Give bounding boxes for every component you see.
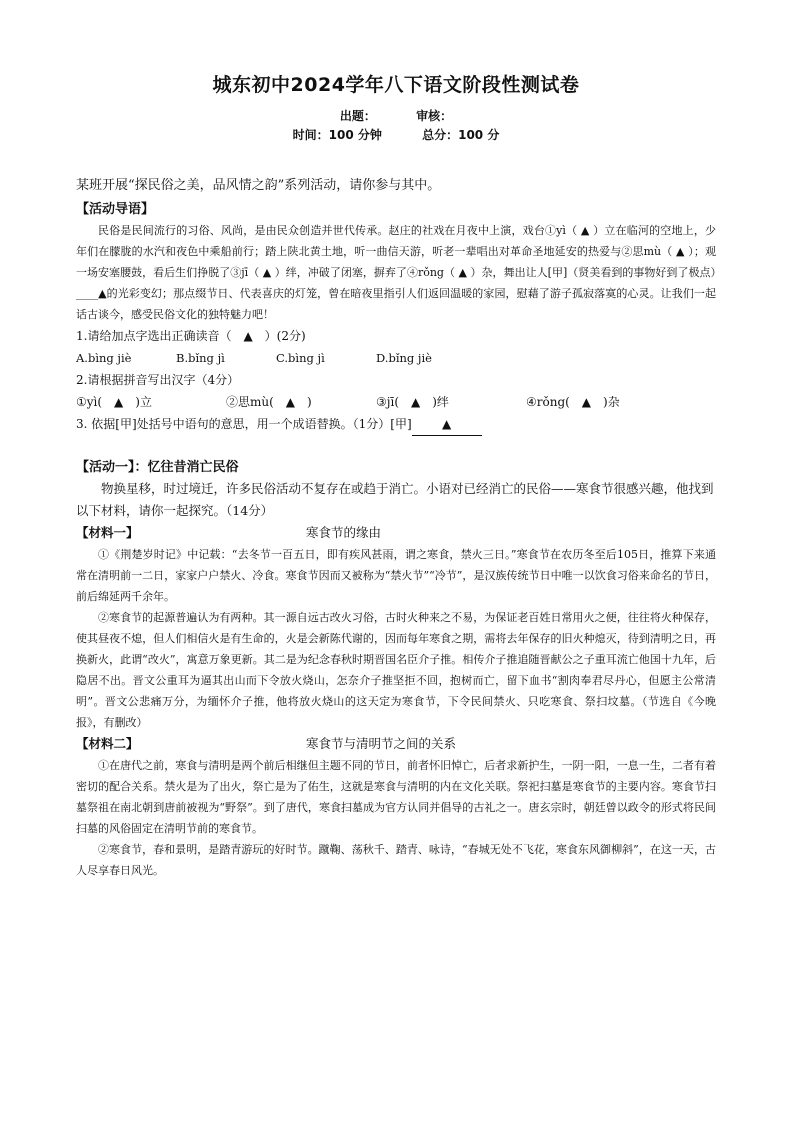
guide-paragraph: 民俗是民间流行的习俗、风尚，是由民众创造并世代传承。赵庄的社戏在月夜中上演，戏台①yì（ ▲ ）立在临河的空地上，少年们在朦胧的水汽和夜色中乘船前行；踏上陕北黄土地，听一曲信天游，听老一辈唱出对革命圣地延安的热爱与②思mù（ ▲ ）；观一场安塞腰鼓，看后生们挣脱了③jī（ ▲ ）绊，冲破了闭塞，摒弃了④rǒng（ ▲ ）杂，舞出让人[甲]（贤美看到的事物好到了极点）____▲的光彩变幻；那点缀节日、代表喜庆的灯笼，曾在暗夜里指引人们返回温暖的家园，慰藉了游子孤寂落寞的心灵。让我们一起话古谈今，感受民俗文化的独特魅力吧！ (76, 224, 716, 321)
material-1-title: 寒食节的缘由 (306, 525, 382, 540)
time-label: 时间：100 分钟 (292, 128, 382, 142)
option-d: D.bǐng jiè (376, 351, 432, 365)
material-2-paragraph-2: ②寒食节，春和景明，是踏青游玩的好时节。蹴鞠、荡秋千、踏青、咏诗，“春城无处不飞花，寒食东风御柳斜”，在这一天，古人尽享春日风光。 (76, 843, 716, 877)
section-gap (76, 436, 716, 454)
material-1-label: 【材料一】 (76, 525, 139, 540)
answer-blank[interactable]: ▲ (412, 413, 482, 436)
activity-1-heading: 【活动一】：忆往昔消亡民俗 (76, 460, 239, 475)
exam-time-line (76, 126, 716, 144)
material-2-header (76, 733, 716, 755)
exam-title: 城东初中2024学年八下语文阶段性测试卷 (212, 74, 580, 96)
author-label: 出题： (339, 109, 376, 123)
option-c: C.bìng jì (276, 351, 325, 365)
activity-1-text: 物换星移，时过境迁，许多民俗活动不复存在或趋于消亡。小语对已经消亡的民俗——寒食节很感兴趣，他找到以下材料，请你一起探究。（14分） (76, 481, 714, 518)
pinyin-item-3: ③jī( ▲ )绊 (376, 395, 449, 409)
material-2-title: 寒食节与清明节之间的关系 (306, 736, 457, 751)
material-1-paragraph-2: ②寒食节的起源普遍认为有两种。其一源自远古改火习俗，古时火种来之不易，为保证老百姓日常用火之便，往往将火种保存，使其昼夜不熄，但人们相信火是有生命的，火是会新陈代谢的，因而每年寒食之期，需将去年保存的旧火种熄灭，待到清明之日，再换新火，此谓“改火”，寓意万象更新。其二是为纪念春秋时期晋国名臣介子推。相传介子推追随晋献公之子重耳流亡他国十九年，后隐居不出。晋文公重耳为逼其出山而下令放火烧山，怎奈介子推坚拒不回，抱树而亡，留下血书“割肉奉君尽丹心，但愿主公常清明”。晋文公悲痛万分，为缅怀介子推，他将放火烧山的这天定为寒食节，下令民间禁火、只吃寒食、祭扫坟墓。（节选自《今晚报》，有删改） (76, 611, 716, 729)
material-1-header (76, 522, 716, 544)
option-a: A.bìng jiè (76, 351, 132, 365)
material-2-paragraph-1: ①在唐代之前，寒食与清明是两个前后相继但主题不同的节日，前者怀旧悼亡，后者求新护生，一阴一阳，一息一生，二者有着密切的配合关系。禁火是为了出火，祭亡是为了佑生，这就是寒食与清明的内在文化关联。祭祀扫墓是寒食节的主要内容。寒食节扫墓祭祖在南北朝到唐前被视为“野祭”。到了唐代，寒食扫墓成为官方认同并倡导的古礼之一。唐玄宗时，朝廷曾以政令的形式将民间扫墓的风俗固定在清明节前的寒食节。 (76, 759, 716, 835)
question-3-text: 3. 依据[甲]处括号中语句的意思，用一个成语替换。（1分）[甲] (76, 417, 412, 431)
question-3 (76, 413, 716, 436)
guide-heading: 【活动导语】 (76, 202, 155, 217)
material-2-label: 【材料二】 (76, 736, 139, 751)
option-b: B.bǐng jì (176, 351, 225, 365)
reviewer-label: 审核： (416, 109, 453, 123)
question-1: 1.请给加点字选出正确读音（ ▲ ）(2分) (76, 329, 306, 343)
pinyin-item-2: ②思mù( ▲ ) (226, 395, 312, 409)
pinyin-item-1: ①yì( ▲ )立 (76, 395, 152, 409)
pinyin-item-4: ④rǒng( ▲ )杂 (526, 395, 620, 409)
question-1-options (76, 347, 716, 369)
score-label: 总分：100 分 (422, 128, 500, 142)
exam-page (76, 72, 716, 881)
intro-text: 某班开展“探民俗之美，品风情之韵”系列活动，请你参与其中。 (76, 178, 441, 193)
material-1-paragraph-1: ①《荆楚岁时记》中记载：“去冬节一百五日，即有疾风甚雨，谓之寒食，禁火三日。”寒食节在农历冬至后105日，推算下来通常在清明前一二日，家家户户禁火、冷食。寒食节因而又被称为“禁火节”“冷节”，是汉族传统节日中唯一以饮食习俗来命名的节日，前后绵延两千余年。 (76, 548, 716, 603)
question-2-items (76, 391, 716, 413)
question-2: 2.请根据拼音写出汉字（4分） (76, 373, 240, 387)
exam-staff-line (76, 108, 716, 124)
